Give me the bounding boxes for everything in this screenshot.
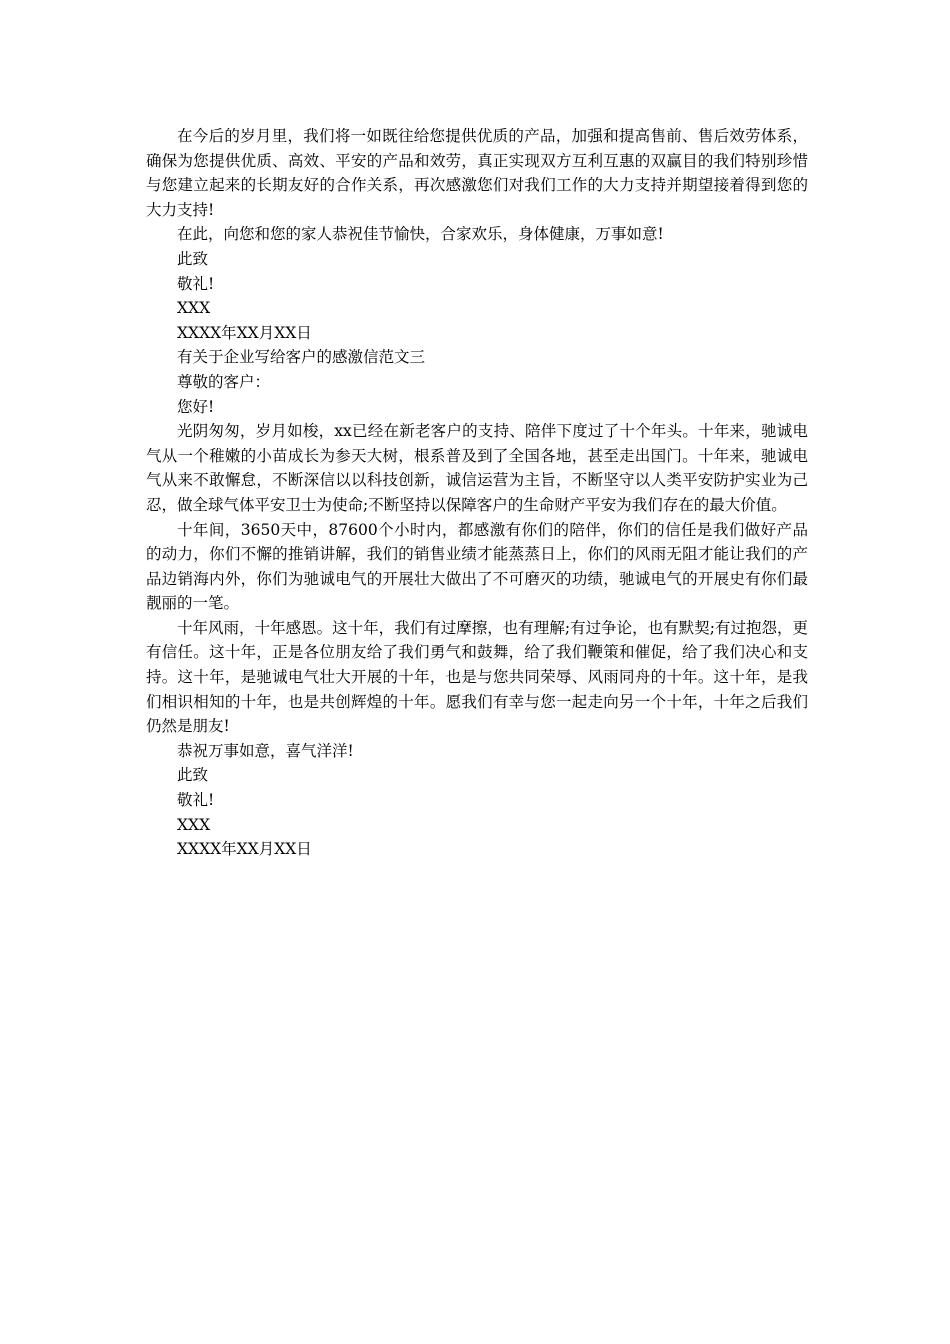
salutation-jingli: 敬礼!: [177, 274, 215, 293]
signature-name-2: XXX: [177, 815, 211, 834]
paragraph-best-wishes: 恭祝万事如意，喜气洋洋!: [177, 741, 354, 760]
paragraph-closing-commitment: 在今后的岁月里，我们将一如既往给您提供优质的产品，加强和提高售前、售后效劳体系，确保为您提供优质、高效、平安的产品和效劳，真正实现双方互利互惠的双赢目的我们特别珍惜与您建立起来的长期友好的合作关系，再次感激您们对我们工作的大力支持并期望接着得到您的大力支持!: [146, 127, 808, 219]
section-title: 有关于企业写给客户的感激信范文三: [177, 348, 426, 367]
salutation-cizhi: 此致: [177, 249, 209, 268]
paragraph-holiday-wishes: 在此，向您和您的家人恭祝佳节愉快，合家欢乐，身体健康，万事如意!: [177, 225, 664, 244]
signature-name: XXX: [177, 299, 211, 318]
greeting-dear-customer: 尊敬的客户：: [177, 372, 271, 391]
signature-date-2: XXXX年XX月XX日: [177, 840, 312, 859]
salutation-jingli-2: 敬礼!: [177, 791, 215, 810]
greeting-hello: 您好!: [177, 397, 215, 416]
salutation-cizhi-2: 此致: [177, 766, 209, 785]
paragraph-thanks-companionship: 十年间，3650天中，87600个小时内，都感激有你们的陪伴，你们的信任是我们做好产品的动力，你们不懈的推销讲解，我们的销售业绩才能蒸蒸日上，你们的风雨无阻才能让我们的产品边销海内外，你们为驰诚电气的开展壮大做出了不可磨灭的功绩，驰诚电气的开展史有你们最靓丽的一笔。: [146, 520, 808, 613]
letter-body: [146, 124, 808, 862]
signature-date: XXXX年XX月XX日: [177, 323, 312, 342]
paragraph-gratitude: 十年风雨，十年感恩。这十年，我们有过摩擦，也有理解;有过争论，也有默契;有过抱怨，更有信任。这十年，正是各位朋友给了我们勇气和鼓舞，给了我们鞭策和催促，给了我们决心和支持。这十年，是驰诚电气壮大开展的十年，也是与您共同荣辱、风雨同舟的十年。这十年，是我们相识相知的十年，也是共创辉煌的十年。愿我们有幸与您一起走向另一个十年，十年之后我们仍然是朋友!: [146, 618, 808, 736]
paragraph-ten-years: 光阴匆匆，岁月如梭，xx已经在新老客户的支持、陪伴下度过了十个年头。十年来，驰诚电气从一个稚嫩的小苗成长为参天大树，根系普及到了全国各地，甚至走出国门。十年来，驰诚电气从来不敢懈怠，不断深信以以科技创新，诚信运营为主旨，不断坚守以人类平安防护实业为己忍，做全球气体平安卫士为使命;不断坚持以保障客户的生命财产平安为我们存在的最大价值。: [146, 422, 808, 514]
